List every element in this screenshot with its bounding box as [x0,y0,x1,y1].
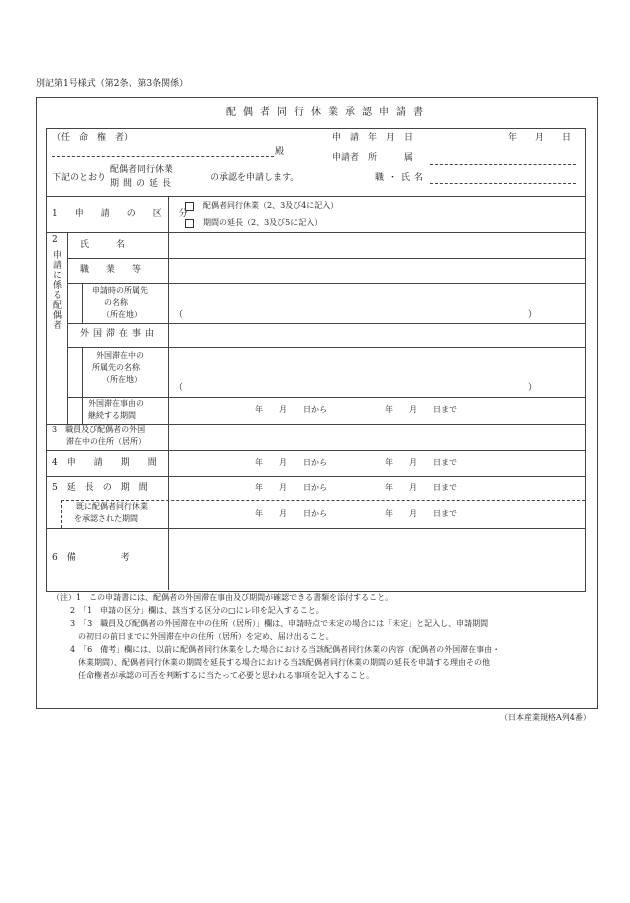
period-to: 年 月 日まで [385,509,457,518]
checkbox-leave[interactable] [185,202,194,211]
r6-label: 6 備 考 [52,553,130,563]
r3-label-line2: 滞在中の住所（居所） [66,437,146,446]
job-name-field[interactable] [430,183,576,184]
r2-affiliation-line2: の名称 [104,298,128,307]
r3-label-line1: 3 職員及び配偶者の外国 [52,425,146,434]
paren-open: （ [174,310,184,320]
note-4-cont1: 休業期間）、配偶者同行休業の期間を延長する場合における当該配偶者同行休業の期間の延長を申請する理由その他 [78,658,490,667]
r2-foreign-line3: （所在地） [102,375,142,384]
footer-standard: （日本産業規格A列4番） [500,713,591,722]
note-4: 4 「6 備考」欄には、以前に配偶者同行休業をした場合における当該配偶者同行休業の内容（配偶者の外国滞在事由・ [70,645,501,654]
period-to: 年 月 日まで [385,483,457,492]
r2-vertical-label: 申請に係る配偶者 [51,250,61,330]
r5-sub-line2: を承認された期間 [74,514,138,523]
form-title: 配偶者同行休業承認申請書 [226,107,430,118]
r2-affiliation-line1: 申請時の所属先 [92,286,148,295]
affiliation-field[interactable] [430,164,576,165]
r2-affiliation-line3: （所在地） [102,310,142,319]
job-name-label: 職・氏名 [375,173,428,183]
application-date-field[interactable]: 年 月 日 [508,133,572,143]
intro-option-extension: 期間の延長 [110,179,176,189]
period-from: 年 月 日から [255,405,327,414]
note-4-cont2: 任命権者が承認の可否を判断するに当たって必要と思われる事項を記入すること。 [78,671,374,680]
appointer-label: （任 命 権 者） [52,133,134,143]
note-3-cont: の初日の前日までに外国滞在中の住所（居所）を定め、届け出ること。 [78,632,334,641]
period-to: 年 月 日まで [385,405,457,414]
period-to: 年 月 日まで [385,458,457,467]
checkbox-extension[interactable] [185,219,194,228]
form-id: 別記第1号様式（第2条、第3条関係） [36,79,189,89]
intro-prefix: 下記のとおり [52,173,107,183]
r2-period-line2: 継続する期間 [88,411,136,420]
r5-label: 5 延 長 の 期 間 [52,483,148,493]
intro-option-leave: 配偶者同行休業 [110,165,174,175]
r2-period-line1: 外国滞在事由の [88,399,144,408]
paren-close: ） [528,383,538,393]
r2-number: 2 [52,235,58,245]
period-from: 年 月 日から [255,483,327,492]
paren-close: ） [528,310,538,320]
r5-sub-line1: 既に配偶者同行休業 [76,502,148,511]
application-date-label: 申 請 年 月 日 [332,133,414,143]
r1-label: 1 申 請 の 区 分 [52,209,192,219]
note-3: 3 「3 職員及び配偶者の外国滞在中の住所（居所）」欄は、申請時点で未定の場合には「未定」と記入し、申請期間 [70,619,489,628]
r2-occupation-label: 職 業 等 [80,265,146,275]
dono-label: 殿 [275,147,285,157]
r2-reason-label: 外国滞在事由 [80,329,159,339]
applicant-affiliation-label: 申請者 所 属 [332,153,414,163]
r1-option-leave: 配偶者同行休業（2、3及び4に記入） [203,201,339,210]
appointer-field[interactable] [52,156,274,157]
intro-suffix: の承認を申請します。 [210,173,300,183]
paren-open: （ [174,383,184,393]
period-from: 年 月 日から [255,458,327,467]
r4-label: 4 申 請 期 間 [52,458,157,468]
r2-name-label: 氏 名 [80,240,126,250]
note-1: （注）1 この申請書には、配偶者の外国滞在事由及び期間が確認できる書類を添付すること。 [52,593,394,602]
note-2: 2 「1 申請の区分」欄は、該当する区分の□にレ印を記入すること。 [70,606,324,615]
period-from: 年 月 日から [255,509,327,518]
r2-foreign-line1: 外国滞在中の [96,351,144,360]
r1-option-extension: 期間の延長（2、3及び5に記入） [203,218,323,227]
r2-foreign-line2: 所属先の名称 [92,363,140,372]
